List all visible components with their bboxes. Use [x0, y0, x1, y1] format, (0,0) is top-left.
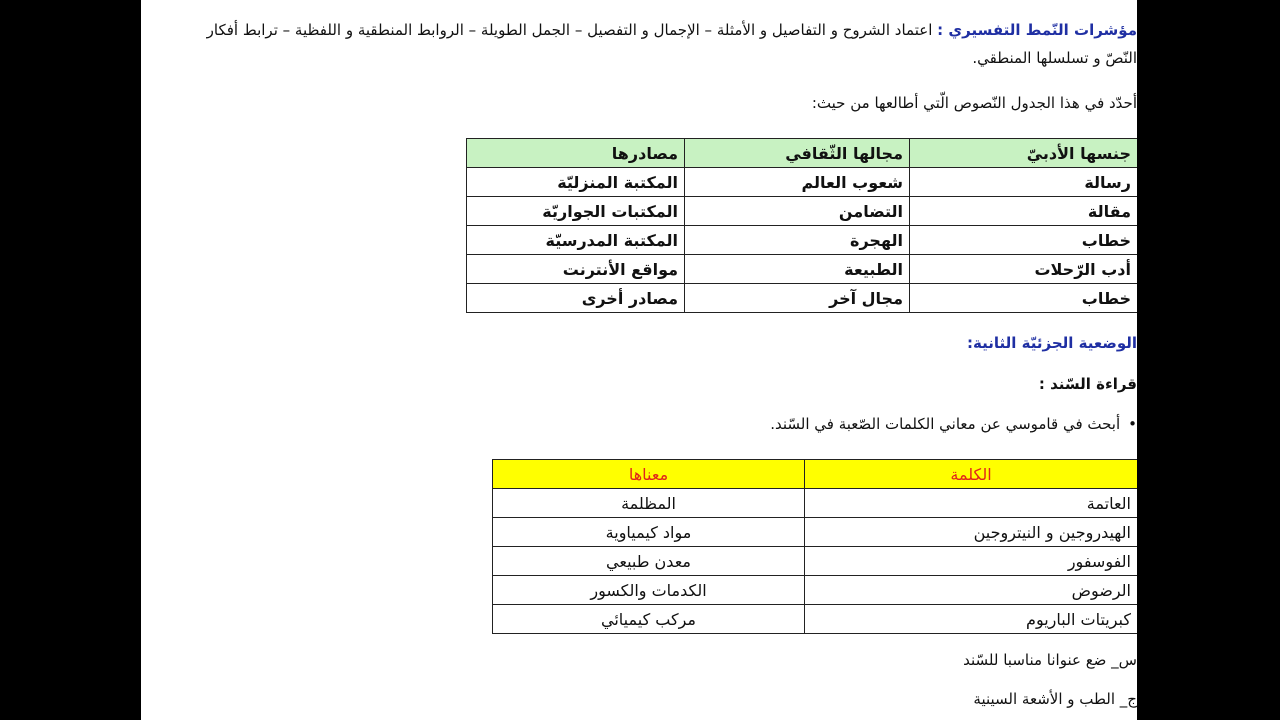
table-row — [467, 255, 1138, 284]
cell-source: المكتبة المدرسيّة — [467, 226, 685, 255]
cell-word: الرضوض — [805, 576, 1138, 605]
cell-genre: مقالة — [910, 197, 1138, 226]
section-heading: الوضعية الجزئيّة الثانية: — [967, 334, 1137, 352]
bullet-text: أبحث في قاموسي عن معاني الكلمات الصّعبة في السّند. — [770, 415, 1121, 433]
indicators-text: اعتماد الشروح و التفاصيل و الأمثلة – الإجمال و التفصيل – الجمل الطويلة – الروابط المنطقية و اللفظية – ترابط أفكار — [206, 21, 933, 39]
indicators-heading: مؤشرات النّمط التفسيري : — [937, 21, 1137, 39]
table-row — [493, 547, 1138, 576]
table-row — [493, 489, 1138, 518]
bullet-icon: • — [1128, 415, 1137, 433]
cell-word: العاتمة — [805, 489, 1138, 518]
table-row — [467, 284, 1138, 313]
cell-field: شعوب العالم — [685, 168, 910, 197]
cell-meaning: الكدمات والكسور — [493, 576, 805, 605]
cell-meaning: المظلمة — [493, 489, 805, 518]
answer-text: ج_ الطب و الأشعة السينية — [973, 690, 1137, 708]
cell-field: الهجرة — [685, 226, 910, 255]
table-row — [467, 168, 1138, 197]
cell-word: كبريتات الباريوم — [805, 605, 1138, 634]
col-word: الكلمة — [805, 460, 1138, 489]
cell-source: مصادر أخرى — [467, 284, 685, 313]
cell-field: التضامن — [685, 197, 910, 226]
cell-genre: رسالة — [910, 168, 1138, 197]
reading-label: قراءة السّند : — [1038, 375, 1137, 393]
vocab-table — [492, 459, 1137, 634]
cell-source: المكتبات الجواريّة — [467, 197, 685, 226]
table-row — [467, 226, 1138, 255]
col-meaning: معناها — [493, 460, 805, 489]
cell-field: الطبيعة — [685, 255, 910, 284]
cell-genre: أدب الرّحلات — [910, 255, 1138, 284]
col-cultural-field: مجالها الثّقافي — [685, 139, 910, 168]
cell-meaning: مواد كيمياوية — [493, 518, 805, 547]
table-row — [493, 605, 1138, 634]
cell-meaning: مركب كيميائي — [493, 605, 805, 634]
indicators-line-2: النّصّ و تسلسلها المنطقي. — [972, 49, 1137, 67]
cell-meaning: معدن طبيعي — [493, 547, 805, 576]
vocab-table-header — [493, 460, 1138, 489]
table-row — [493, 518, 1138, 547]
cell-source: مواقع الأنترنت — [467, 255, 685, 284]
col-genre: جنسها الأدبيّ — [910, 139, 1138, 168]
cell-genre: خطاب — [910, 226, 1138, 255]
cell-source: المكتبة المنزليّة — [467, 168, 685, 197]
texts-table-header — [467, 139, 1138, 168]
cell-word: الفوسفور — [805, 547, 1138, 576]
question-text: س_ ضع عنوانا مناسبا للسّند — [963, 651, 1137, 669]
cell-genre: خطاب — [910, 284, 1138, 313]
indicators-line — [141, 17, 1137, 43]
table-row — [467, 197, 1138, 226]
texts-table — [466, 138, 1137, 313]
bullet-instruction — [141, 411, 1137, 437]
document-page — [141, 0, 1137, 720]
instruction-text: أحدّد في هذا الجدول النّصوص الّتي أطالعها من حيث: — [811, 94, 1137, 112]
col-sources: مصادرها — [467, 139, 685, 168]
cell-word: الهيدروجين و النيتروجين — [805, 518, 1138, 547]
table-row — [493, 576, 1138, 605]
cell-field: مجال آخر — [685, 284, 910, 313]
